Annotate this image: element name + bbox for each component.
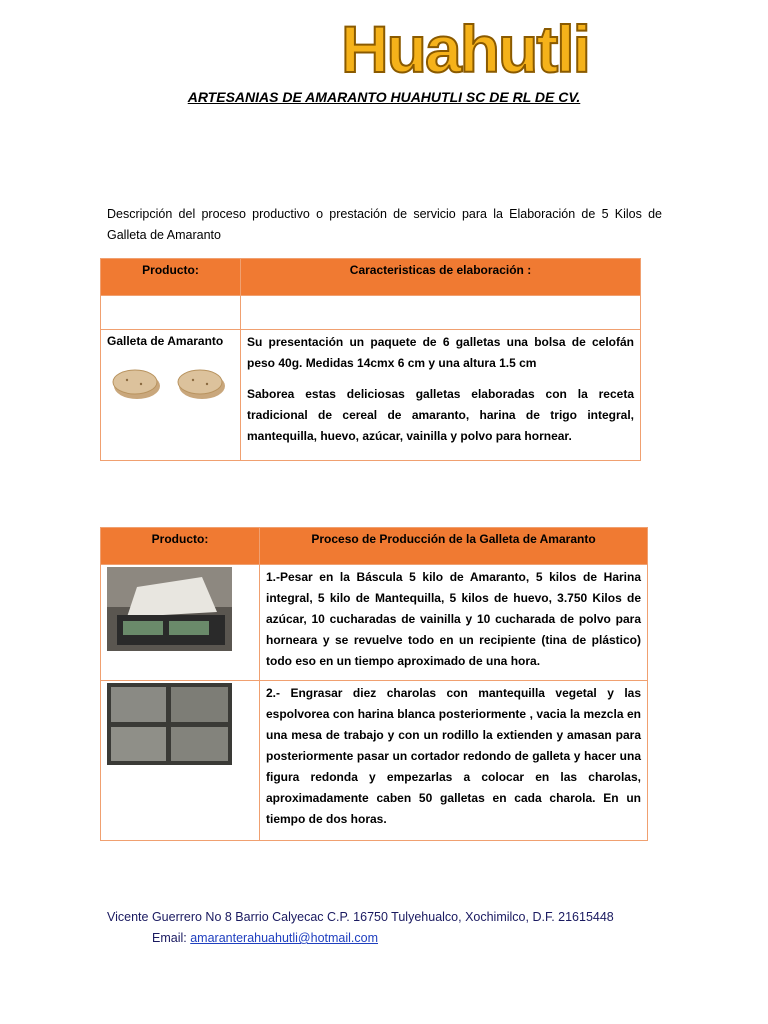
table2-header-product: Producto: — [101, 528, 260, 565]
logo-text: Huahutli — [341, 12, 589, 86]
footer-email-line — [152, 931, 378, 945]
product-characteristics-table — [100, 258, 641, 461]
product-name: Galleta de Amaranto — [107, 334, 224, 348]
scale-photo-icon — [107, 567, 232, 651]
flavor-text: Saborea estas deliciosas galletas elaboradas con la receta tradicional de cereal de amaranto, harina de trigo integral, mantequilla, huevo, azúcar, vainilla y polvo para hornear. — [247, 387, 634, 443]
table2-header-process: Proceso de Producción de la Galleta de Amaranto — [260, 528, 648, 565]
step1-text-cell — [260, 565, 648, 681]
footer-address: Vicente Guerrero No 8 Barrio Calyecac C.P. 16750 Tulyehualco, Xochimilco, D.F. 21615448 — [107, 910, 614, 924]
table1-header-characteristics: Caracteristicas de elaboración : — [241, 259, 641, 296]
production-process-table — [100, 527, 648, 841]
table1-empty-cell-2 — [241, 296, 641, 330]
huahutli-logo — [340, 6, 590, 86]
table1-characteristics-cell — [241, 330, 641, 461]
company-name: ARTESANIAS DE AMARANTO HUAHUTLI SC DE RL DE CV. — [187, 89, 581, 105]
step2-image-cell — [101, 681, 260, 841]
step2-text: 2.- Engrasar diez charolas con mantequilla vegetal y las espolvorea con harina blanca posteriormente , vacia la mezcla en una mesa de trabajo y con un rodillo la extienden y amasan para posteriormente pasar un cortador redondo de galleta y hacer una figura redonda y empezarlas a colocar en las charolas, aproximadamente caben 50 galletas en cada charola. En un tiempo de dos horas. — [266, 686, 641, 826]
step1-text: 1.-Pesar en la Báscula 5 kilo de Amaranto, 5 kilos de Harina integral, 5 kilo de Mantequilla, 5 kilos de huevo, 3.750 Kilos de azúcar, 10 cucharadas de vainilla y 10 cucharada de polvo para horneara y se revuelve todo en un recipiente (tina de plástico) todo eso en un tiempo aproximado de una hora. — [266, 570, 641, 668]
process-description: Descripción del proceso productivo o prestación de servicio para la Elaboración de 5 Kilos de Galleta de Amaranto — [107, 207, 662, 242]
table1-product-cell — [101, 330, 241, 461]
table1-header-product: Producto: — [101, 259, 241, 296]
trays-photo-icon — [107, 683, 232, 765]
email-link[interactable]: amaranterahuahutli@hotmail.com — [190, 931, 378, 945]
step1-image-cell — [101, 565, 260, 681]
step2-text-cell — [260, 681, 648, 841]
cookies-photo-icon — [107, 358, 232, 406]
email-label: Email: — [152, 931, 187, 945]
presentation-text: Su presentación un paquete de 6 galletas una bolsa de celofán peso 40g. Medidas 14cmx 6 cm y una altura 1.5 cm — [247, 335, 634, 370]
table1-empty-cell-1 — [101, 296, 241, 330]
